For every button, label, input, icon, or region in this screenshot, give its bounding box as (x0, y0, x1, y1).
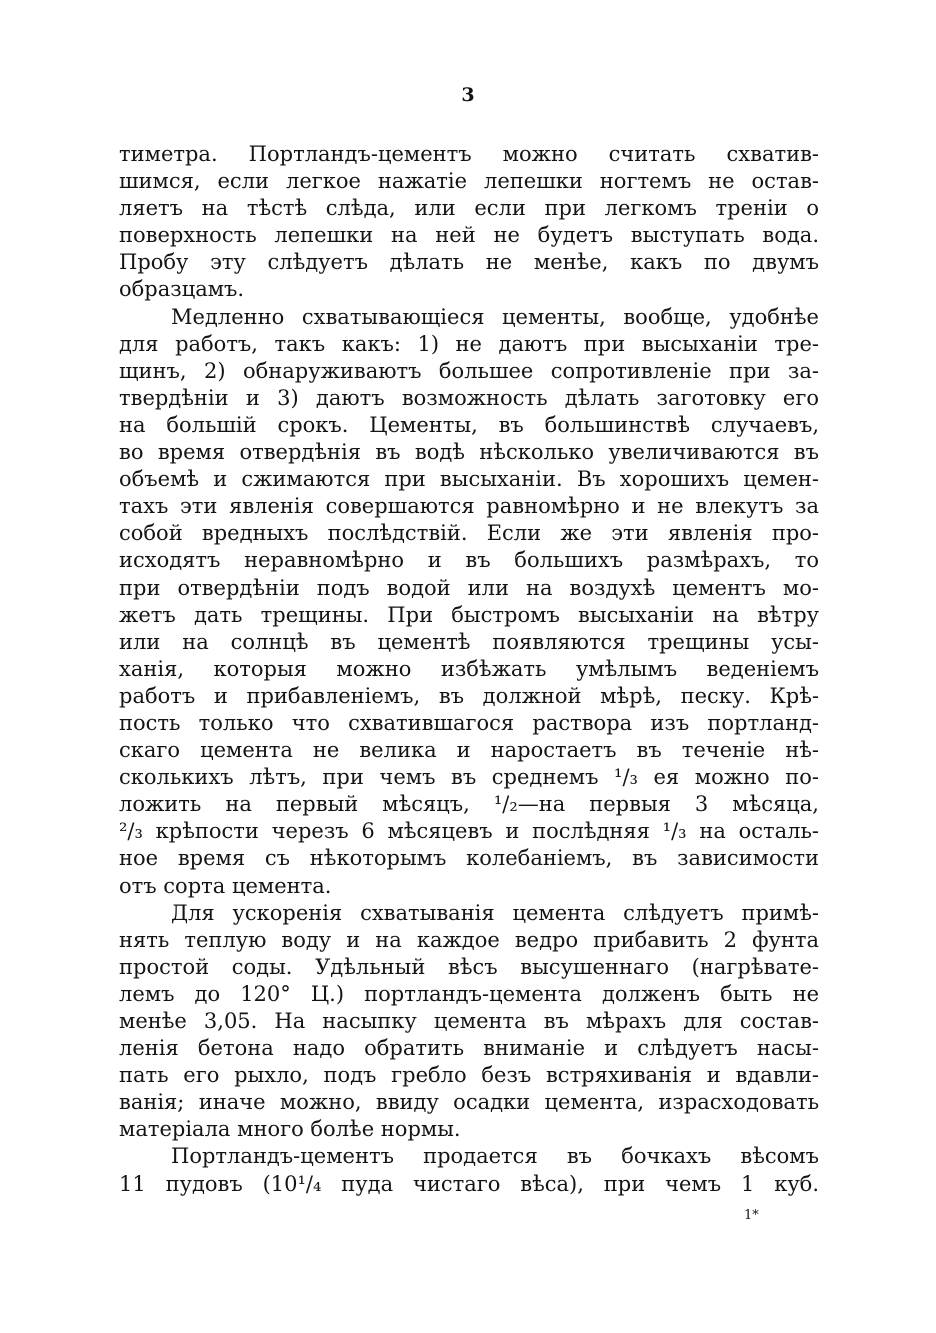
text-line: или на солнцѣ въ цементѣ появляются трещины усы- (119, 629, 819, 654)
text-line: пость только что схватившагося раствора изъ портланд- (119, 710, 819, 735)
text-line: Портландъ-цементъ продается въ бочкахъ вѣсомъ (171, 1144, 819, 1169)
text-line: тахъ эти явленія совершаются равномѣрно и не влекутъ за (119, 494, 819, 519)
text-line: ванія; иначе можно, ввиду осадки цемента, израсходовать (119, 1090, 819, 1115)
paragraph-3 (119, 900, 819, 1144)
text-line: скаго цемента не велика и наростаетъ въ теченіе нѣ- (119, 738, 819, 763)
text-line: на большій срокъ. Цементы, въ большинствѣ случаевъ, (119, 412, 819, 437)
text-line: ленія бетона надо обратить вниманіе и слѣдуетъ насы- (119, 1036, 819, 1061)
text-line: нять теплую воду и на каждое ведро прибавить 2 фунта (119, 927, 819, 952)
body-text (119, 141, 819, 1198)
paragraph-4 (119, 1143, 819, 1197)
text-line: лемъ до 120° Ц.) портландъ-цемента долженъ быть не (119, 981, 819, 1006)
text-line: менѣе 3,05. На насыпку цемента въ мѣрахъ для состав- (119, 1009, 819, 1033)
text-line: собой вредныхъ послѣдствій. Если же эти явленія про- (119, 521, 819, 546)
text-line: ²/₃ крѣпости черезъ 6 мѣсяцевъ и послѣдняя ¹/₃ на осталь- (119, 819, 819, 844)
text-line: поверхность лепешки на ней не будетъ выступать вода. (119, 223, 819, 248)
page-number: 3 (461, 84, 475, 106)
text-line: образцамъ. (119, 277, 245, 302)
paragraph-2 (119, 304, 819, 900)
paragraph-1 (119, 141, 819, 304)
text-line: Медленно схватывающіеся цементы, вообще, удобнѣе (171, 304, 819, 329)
text-line: 11 пудовъ (10¹/₄ пуда чистаго вѣса), при чемъ 1 куб. (119, 1171, 819, 1196)
text-line: сколькихъ лѣтъ, при чемъ въ среднемъ ¹/₃ ея можно по- (119, 765, 819, 790)
text-line: жетъ дать трещины. При быстромъ высыханіи на вѣтру (119, 602, 819, 627)
text-line: при отвердѣніи подъ водой или на воздухѣ цементъ мо- (119, 575, 819, 600)
text-line: отъ сорта цемента. (119, 873, 332, 898)
text-line: работъ и прибавленіемъ, въ должной мѣрѣ, песку. Крѣ- (119, 683, 819, 708)
text-line: ханія, которыя можно избѣжать умѣлымъ веденіемъ (119, 656, 819, 681)
text-line: во время отвердѣнія въ водѣ нѣсколько увеличиваются въ (119, 440, 819, 465)
text-line: ляетъ на тѣстѣ слѣда, или если при легкомъ треніи о (119, 196, 819, 221)
text-line: пать его рыхло, подъ гребло безъ встряхиванія и вдавли- (119, 1063, 819, 1088)
printer-signature-mark: 1* (744, 1208, 759, 1223)
text-line: объемѣ и сжимаются при высыханіи. Въ хорошихъ цемен- (119, 467, 819, 492)
text-line: Пробу эту слѣдуетъ дѣлать не менѣе, какъ по двумъ (119, 250, 819, 275)
text-line: тиметра. Портландъ-цементъ можно считать схватив- (119, 142, 819, 166)
text-line: исходятъ неравномѣрно и въ большихъ размѣрахъ, то (119, 548, 819, 573)
text-line: щинъ, 2) обнаруживаютъ большее сопротивленіе при за- (119, 358, 819, 383)
text-line: шимся, если легкое нажатіе лепешки ногтемъ не остав- (119, 169, 819, 194)
text-line: ное время съ нѣкоторымъ колебаніемъ, въ зависимости (119, 846, 819, 871)
text-line: твердѣніи и 3) даютъ возможность дѣлать заготовку его (119, 385, 819, 410)
text-line: матеріала много болѣе нормы. (119, 1117, 461, 1142)
text-line: ложить на первый мѣсяцъ, ¹/₂—на первыя 3 мѣсяца, (119, 792, 819, 817)
text-line: простой соды. Удѣльный вѣсъ высушеннаго (нагрѣвате- (119, 954, 819, 979)
text-line: Для ускоренія схватыванія цемента слѣдуетъ примѣ- (171, 900, 819, 925)
text-line: для работъ, такъ какъ: 1) не даютъ при высыханіи тре- (119, 331, 819, 356)
